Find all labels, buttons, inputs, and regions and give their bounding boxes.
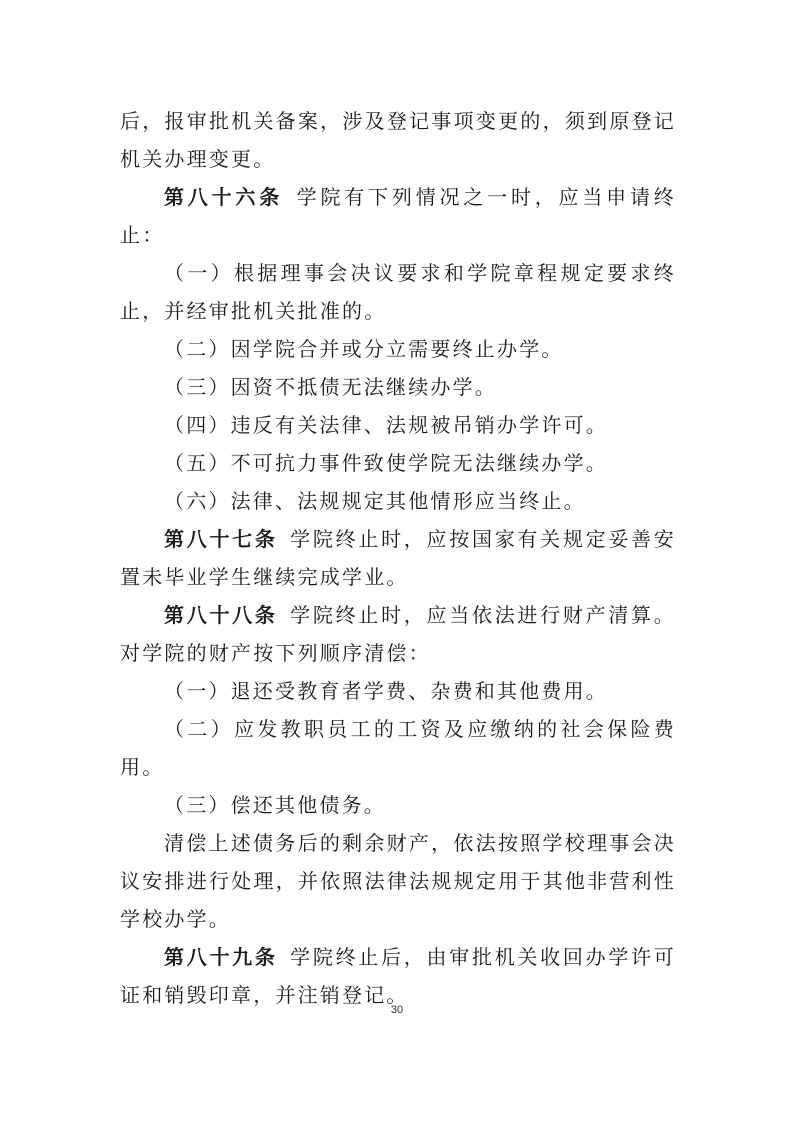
article-89-text: 学院终止后，由审批机关收回办学许可证和销毁印章，并注销登记。	[120, 945, 676, 1007]
article-87	[120, 520, 676, 596]
article-88-item-2: （二）应发教职员工的工资及应缴纳的社会保险费用。	[120, 717, 676, 779]
article-88-remainder: 清偿上述债务后的剩余财产，依法按照学校理事会决议安排进行处理，并依照法律法规规定用于其他非营利性学校办学。	[120, 831, 676, 931]
article-89	[120, 938, 676, 1014]
article-86-item-4: （四）违反有关法律、法规被吊销办学许可。	[164, 413, 608, 437]
article-88-item-1: （一）退还受教育者学费、杂费和其他费用。	[164, 679, 608, 703]
article-88-title: 第八十八条	[164, 603, 278, 627]
article-86-item-1: （一）根据理事会决议要求和学院章程规定要求终止，并经审批机关批准的。	[120, 261, 676, 323]
page-body	[120, 102, 676, 1014]
article-89-title: 第八十九条	[164, 945, 278, 969]
article-86-item-2: （二）因学院合并或分立需要终止办学。	[164, 337, 564, 361]
article-86-item-6: （六）法律、法规规定其他情形应当终止。	[164, 489, 586, 513]
page-number: 30	[390, 1004, 404, 1016]
article-86-item-3: （三）因资不抵债无法继续办学。	[164, 375, 497, 399]
article-88-text: 学院终止时，应当依法进行财产清算。对学院的财产按下列顺序清偿：	[120, 603, 676, 665]
article-88-item-3: （三）偿还其他债务。	[164, 793, 386, 817]
article-87-text: 学院终止时，应按国家有关规定妥善安置未毕业学生继续完成学业。	[120, 527, 676, 589]
article-88	[120, 596, 676, 672]
article-86-item-5: （五）不可抗力事件致使学院无法继续办学。	[164, 451, 608, 475]
article-86-text: 学院有下列情况之一时，应当申请终止：	[120, 185, 676, 247]
paragraph-continuation: 后，报审批机关备案，涉及登记事项变更的，须到原登记机关办理变更。	[120, 109, 676, 171]
article-87-title: 第八十七条	[164, 527, 278, 551]
article-86	[120, 178, 676, 254]
article-86-title: 第八十六条	[164, 185, 284, 209]
